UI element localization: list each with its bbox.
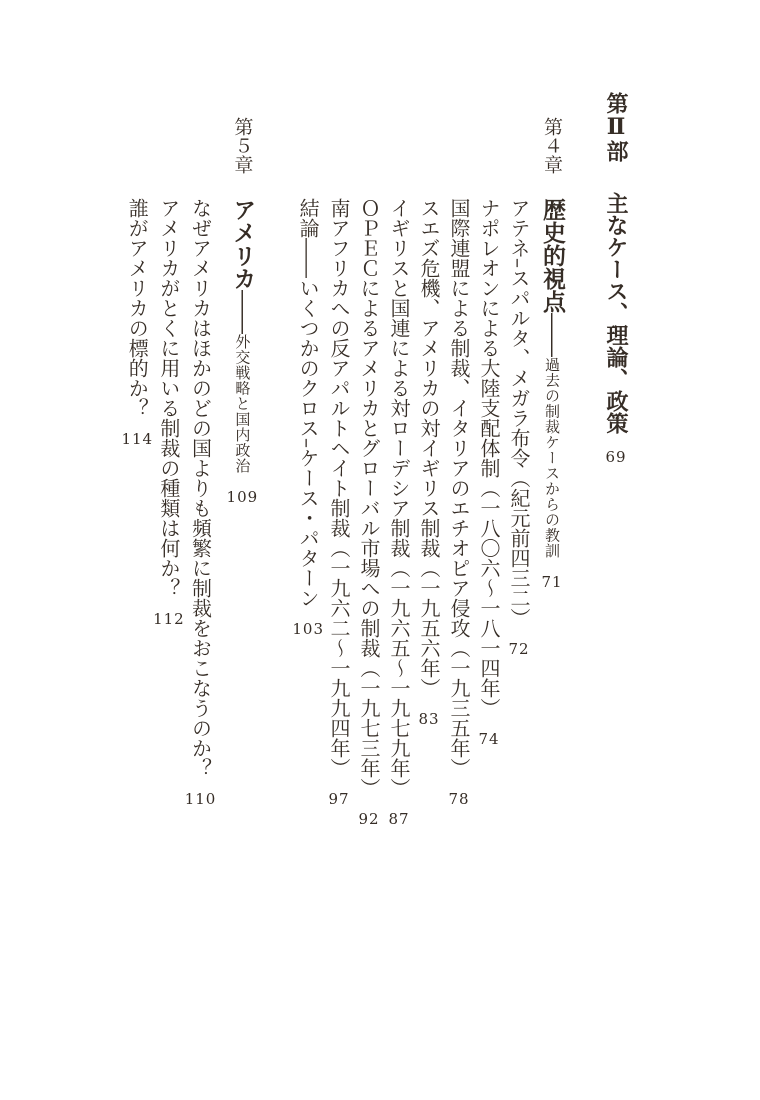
entry-text: 誰がアメリカの標的か？ [125, 198, 150, 418]
entry-text: 南アフリカへの反アパルトヘイト制裁（一九六二〜一九九四年） [327, 198, 351, 778]
entry-text: スエズ危機、アメリカの対イギリス制裁（一九五六年） [417, 198, 441, 698]
entry-page-number: 97 [328, 790, 350, 808]
chapter-label: 第５章 [231, 117, 254, 174]
entry-page-number: 72 [508, 640, 530, 658]
chapter-label: 第４章 [541, 117, 563, 174]
toc-entry [384, 92, 414, 1092]
part-heading [598, 92, 634, 1092]
toc-entry [153, 92, 185, 1092]
entry-page-number: 92 [358, 810, 380, 828]
chapter-title: アメリカ [229, 198, 257, 290]
part-label: 第Ⅱ部 [603, 92, 629, 162]
entry-text: イギリスと国連による対ローデシア制裁（一九六五〜一九七九年） [387, 198, 411, 798]
entry-page-number: 103 [292, 620, 324, 638]
entry-text: 国際連盟による制裁、イタリアのエチオピア侵攻（一九三五年） [447, 198, 471, 778]
toc-entry [185, 92, 217, 1092]
chapter-subtitle: 外交戦略と国内政治 [233, 334, 252, 474]
chapter-5-heading [224, 92, 260, 1092]
entry-page-number: 114 [121, 430, 154, 448]
entry-page-number: 78 [448, 790, 470, 808]
entry-text: ナポレオンによる大陸支配体制（一八〇六〜一八一四年） [477, 198, 501, 718]
chapter-page-number: 109 [226, 487, 259, 506]
part-page-number: 69 [605, 448, 627, 466]
chapter-4-heading [534, 92, 570, 1092]
entry-text: アテネ–スパルタ、メガラ布令（紀元前四三二） [507, 198, 531, 628]
toc-entry [414, 92, 444, 1092]
entry-text: ＯＰＥＣによるアメリカとグローバル市場への制裁（一九七三年） [357, 198, 381, 798]
entry-page-number: 83 [418, 710, 440, 728]
toc-entry [354, 92, 384, 1092]
chapter-title: 歴史的視点 [539, 198, 566, 313]
entry-text: アメリカがとくに用いる制裁の種類は何か？ [156, 198, 181, 598]
toc-entry [444, 92, 474, 1092]
part-title: 主なケース、理論、政策 [603, 192, 629, 434]
entry-page-number: 112 [153, 610, 185, 628]
entry-page-number: 87 [388, 810, 410, 828]
entry-text: なぜアメリカはほかのどの国よりも頻繁に制裁をおこなうのか？ [188, 198, 213, 778]
chapter-page-number: 71 [541, 572, 563, 591]
entry-page-number: 110 [184, 790, 217, 808]
entry-text: 結論――いくつかのクロス–ケース・パターン [296, 198, 321, 608]
chapter-title-dash: ―― [230, 290, 256, 334]
chapter-subtitle: 過去の制裁ケースからの教訓 [543, 357, 561, 559]
chapter-title-dash: ―― [540, 313, 565, 357]
entry-page-number: 74 [478, 730, 500, 748]
toc-entry [324, 92, 354, 1092]
toc-entry [504, 92, 534, 1092]
toc-entry [292, 92, 324, 1092]
toc-entry [121, 92, 153, 1092]
toc-entry [474, 92, 504, 1092]
table-of-contents [121, 92, 634, 1092]
